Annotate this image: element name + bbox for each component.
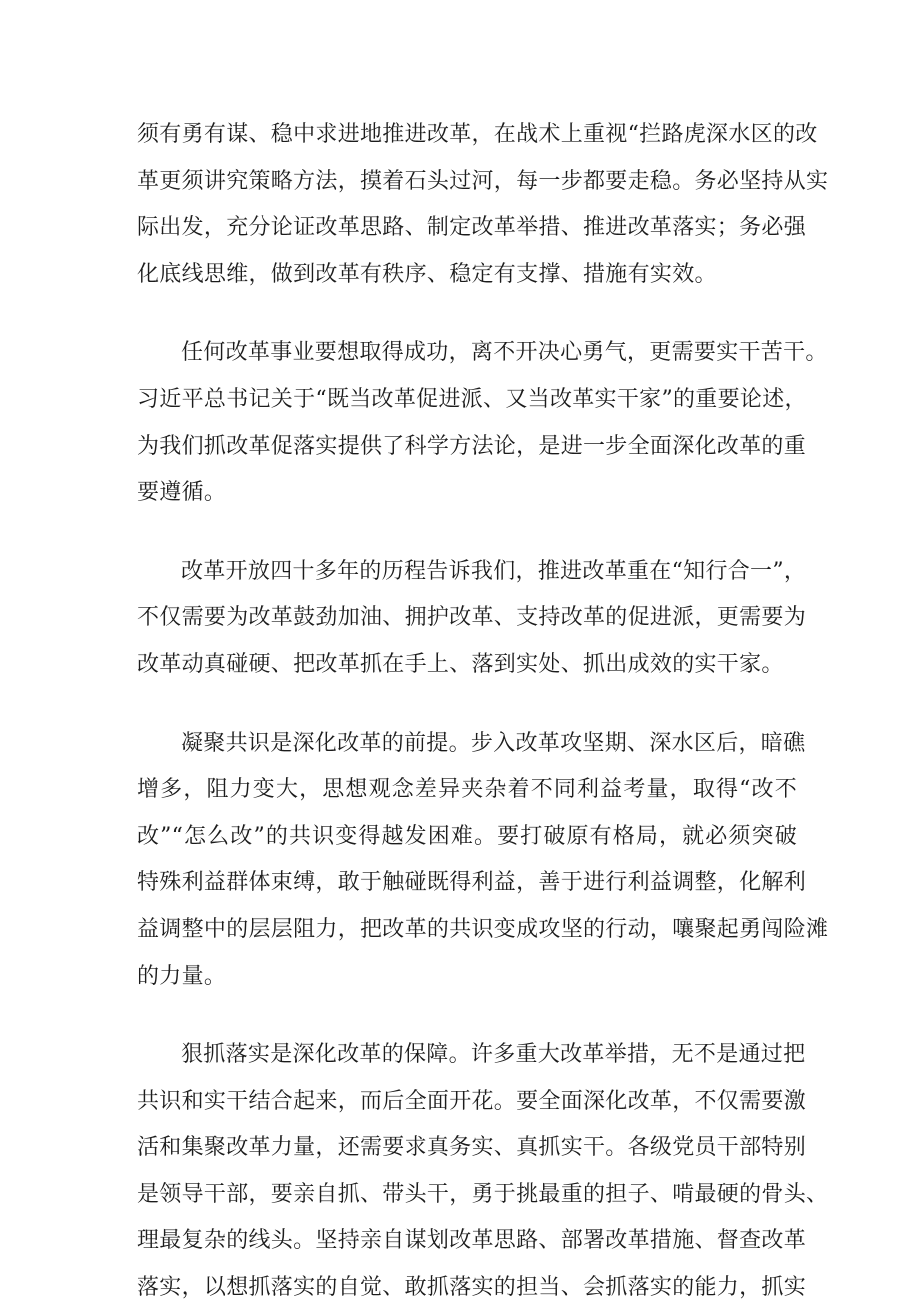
paragraph-gap	[137, 298, 797, 330]
text-line: 活和集聚改革力量，还需要求真务实、真抓实干。各级党员干部特别	[137, 1135, 807, 1161]
text-line: 增多，阻力变大，思想观念差异夹杂着不同利益考量，取得“改不	[137, 777, 797, 803]
paragraph-gap	[137, 689, 797, 721]
text-line: 任何改革事业要想取得成功，离不开决心勇气，更需要实干苦干。	[181, 340, 828, 366]
text-line: 凝聚共识是深化改革的前提。步入改革攻坚期、深水区后，暗礁	[181, 730, 806, 756]
text-line: 不仅需要为改革鼓劲加油、拥护改革、支持改革的促进派，更需要为	[137, 605, 807, 631]
text-line: 为我们抓改革促落实提供了科学方法论，是进一步全面深化改革的重	[137, 433, 807, 459]
text-line: 改革开放四十多年的历程告诉我们，推进改革重在“知行合一”，	[181, 558, 807, 584]
text-line: 习近平总书记关于“既当改革促进派、又当改革实干家”的重要论述，	[137, 386, 807, 412]
text-line: 要遵循。	[137, 480, 227, 506]
text-line: 革更须讲究策略方法，摸着石头过河，每一步都要走稳。务必坚持从实	[137, 168, 829, 194]
paragraph-3	[137, 549, 807, 689]
text-line: 落实，以想抓落实的自觉、敢抓落实的担当、会抓落实的能力，抓实	[137, 1275, 807, 1301]
text-line: 益调整中的层层阻力，把改革的共识变成攻坚的行动，嚷聚起勇闯险滩	[137, 916, 829, 942]
document-body	[137, 112, 829, 1312]
paragraph-5	[137, 1032, 829, 1312]
paragraph-gap	[137, 517, 797, 549]
paragraph-4	[137, 721, 829, 1001]
text-line: 狠抓落实是深化改革的保障。许多重大改革举措，无不是通过把	[181, 1042, 806, 1068]
paragraph-2	[137, 330, 828, 516]
text-line: 是领导干部，要亲自抓、带头干，勇于挑最重的担子、啃最硬的骨头、	[137, 1181, 829, 1207]
text-line: 共识和实干结合起来，而后全面开花。要全面深化改革，不仅需要激	[137, 1088, 807, 1114]
paragraph-gap	[137, 1000, 797, 1032]
paragraph-1	[137, 112, 829, 298]
text-line: 特殊利益群体束缚，敢于触碰既得利益，善于进行利益调整，化解利	[137, 870, 807, 896]
text-line: 理最复杂的线头。坚持亲自谋划改革思路、部署改革措施、督查改革	[137, 1228, 807, 1254]
text-line: 的力量。	[137, 963, 227, 989]
text-line: 须有勇有谋、稳中求进地推进改革，在战术上重视“拦路虎深水区的改	[137, 122, 818, 147]
text-line: 改革动真碰硬、把改革抓在手上、落到实处、抓出成效的实干家。	[137, 651, 784, 677]
text-line: 化底线思维，做到改革有秩序、稳定有支撑、措施有实效。	[137, 261, 717, 287]
text-line: 际出发，充分论证改革思路、制定改革举措、推进改革落实；务必强	[137, 215, 807, 241]
text-line: 改”“怎么改”的共识变得越发困难。要打破原有格局，就必须突破	[137, 823, 797, 849]
